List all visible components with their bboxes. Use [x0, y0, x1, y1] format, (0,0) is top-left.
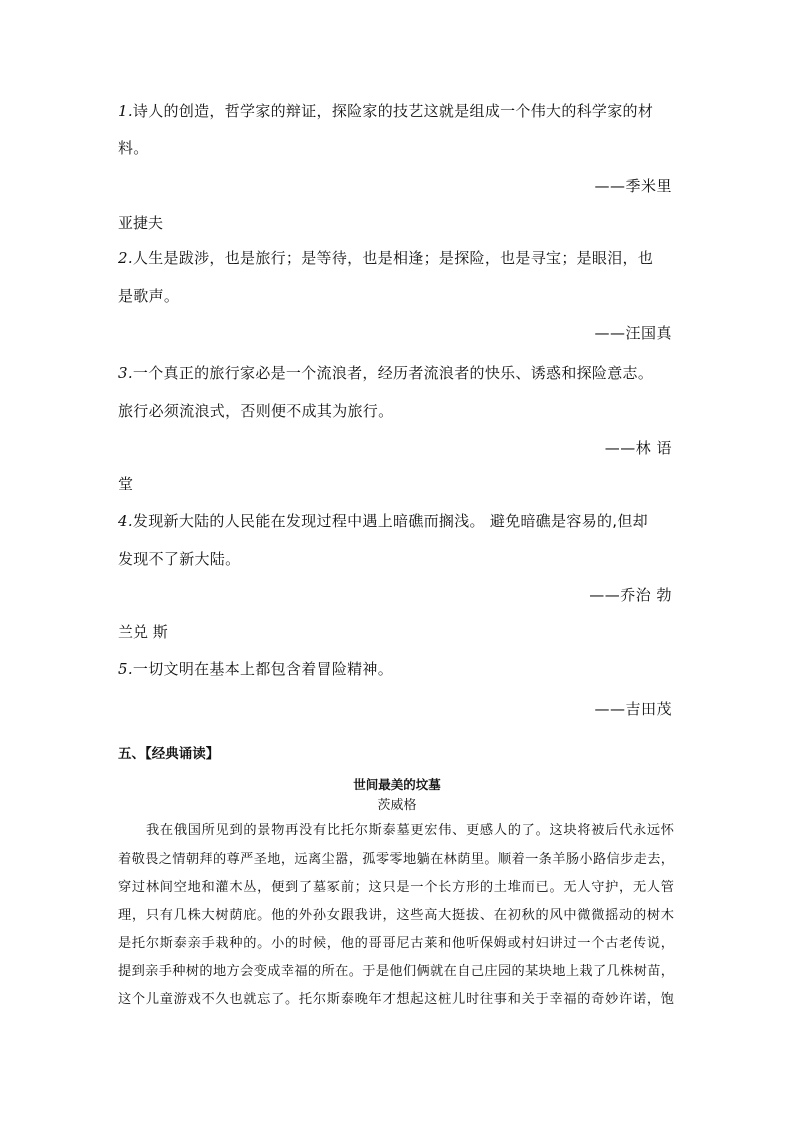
quote-3-text-1: 一个真正的旅行家必是一个流浪者，经历者流浪者的快乐、诱惑和探险意志。 [132, 364, 654, 382]
quote-2-line-1 [118, 248, 678, 268]
quote-4-attribution-wrap: 兰兑 斯 [118, 623, 168, 641]
article-line-6: 提到亲手种树的地方会变成幸福的所在。于是他们俩就在自己庄园的某块地上栽了几株树苗， [118, 964, 674, 979]
quote-1-text-1: 诗人的创造，哲学家的辩证，探险家的技艺这就是组成一个伟大的科学家的材 [132, 102, 654, 120]
quote-1-number: 1. [118, 102, 133, 120]
article-line-4: 理，只有几株大树荫庇。他的外孙女跟我讲，这些高大挺拔、在初秋的风中微微摇动的树木 [118, 908, 674, 923]
article-title: 世间最美的坟墓 [353, 777, 441, 792]
quote-4-line-1 [118, 511, 678, 531]
quote-2-text-1: 人生是跋涉，也是旅行；是等待，也是相逢；是探险，也是寻宝；是眼泪，也 [132, 249, 654, 267]
quote-3-attribution-wrap: 堂 [118, 475, 134, 493]
quote-4-attribution: ——乔治 勃 [589, 586, 672, 604]
quote-4-number: 4. [118, 512, 133, 530]
article-line-7: 这个儿童游戏不久也就忘了。托尔斯泰晚年才想起这桩儿时往事和关于幸福的奇妙许诺，饱 [118, 992, 674, 1007]
quote-3-line-1 [118, 363, 678, 383]
quote-2-number: 2. [118, 249, 133, 267]
quote-5-text-1: 一切文明在基本上都包含着冒险精神。 [132, 660, 394, 678]
quote-1-text-2: 料。 [118, 139, 149, 157]
article-line-3: 穿过林间空地和灌木丛，便到了墓冢前；这只是一个长方形的土堆而已。无人守护，无人管 [118, 880, 674, 895]
quote-3-number: 3. [118, 364, 133, 382]
quote-3-attribution: ——林 语 [604, 439, 672, 457]
quote-2-attribution: ——汪国真 [594, 324, 672, 342]
quote-4-text-1: 发现新大陆的人民能在发现过程中遇上暗礁而搁浅。 避免暗礁是容易的,但却 [132, 512, 648, 530]
quote-5-number: 5. [118, 660, 133, 678]
section-heading: 五、【经典诵读】 [118, 746, 220, 762]
article-author: 茨威格 [377, 798, 417, 813]
article-line-2: 着敬畏之情朝拜的尊严圣地，远离尘嚣，孤零零地躺在林荫里。顺着一条羊肠小路信步走去， [118, 852, 674, 867]
quote-1-attribution-wrap: 亚捷夫 [118, 214, 164, 232]
quote-1-attribution: ——季米里 [594, 177, 672, 195]
quote-5-line-1 [118, 659, 678, 679]
article-line-5: 是托尔斯泰亲手栽种的。小的时候，他的哥哥尼古莱和他听保姆或村妇讲过一个古老传说， [118, 936, 674, 951]
quote-5-attribution: ——吉田茂 [594, 700, 672, 718]
article-line-1: 我在俄国所见到的景物再没有比托尔斯泰墓更宏伟、更感人的了。这块将被后代永远怀 [146, 823, 674, 838]
quote-3-text-2: 旅行必须流浪式，否则便不成其为旅行。 [118, 402, 394, 420]
quote-4-text-2: 发现不了新大陆。 [118, 550, 241, 568]
quote-2-text-2: 是歌声。 [118, 287, 180, 305]
quote-1-line-1 [118, 101, 678, 121]
